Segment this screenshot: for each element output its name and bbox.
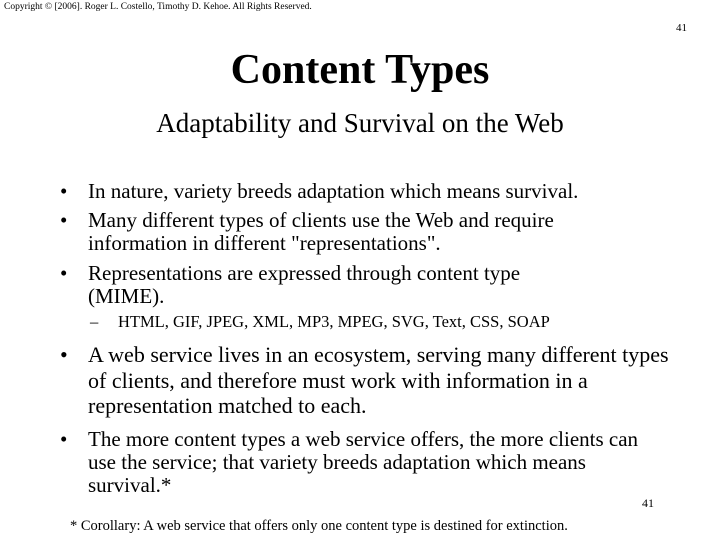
sub-bullet-text: HTML, GIF, JPEG, XML, MP3, MPEG, SVG, Text, CSS, SOAP — [118, 312, 550, 331]
page-number-top: 41 — [676, 22, 687, 34]
copyright-notice: Copyright © [2006]. Roger L. Costello, Timothy D. Kehoe. All Rights Reserved. — [4, 2, 312, 12]
dash-marker: – — [90, 312, 99, 331]
bullet-marker: • — [60, 342, 68, 367]
bullet-text: In nature, variety breeds adaptation which means survival. — [88, 179, 579, 203]
slide-subtitle: Adaptability and Survival on the Web — [156, 108, 564, 138]
slide-title: Content Types — [230, 47, 490, 93]
bullet-marker: • — [60, 261, 68, 285]
bullet-marker: • — [60, 208, 68, 232]
bullet-marker: • — [60, 427, 68, 451]
page-number-bottom: 41 — [642, 496, 654, 510]
footnote: * Corollary: A web service that offers only one content type is destined for extinction. — [70, 518, 568, 534]
bullet-text: A web service lives in an ecosystem, serving many different types of clients, and therefore must work with information in a representation matched to each. — [88, 342, 669, 418]
bullet-text: Representations are expressed through content type (MIME). — [88, 261, 521, 308]
sub-bullet — [90, 312, 550, 332]
bullet-text: Many different types of clients use the Web and require information in different "representations". — [88, 208, 554, 255]
bullet-text: The more content types a web service offers, the more clients can use the service; that variety breeds adaptation which means survival.* — [88, 427, 639, 497]
bullet-marker: • — [60, 179, 68, 203]
